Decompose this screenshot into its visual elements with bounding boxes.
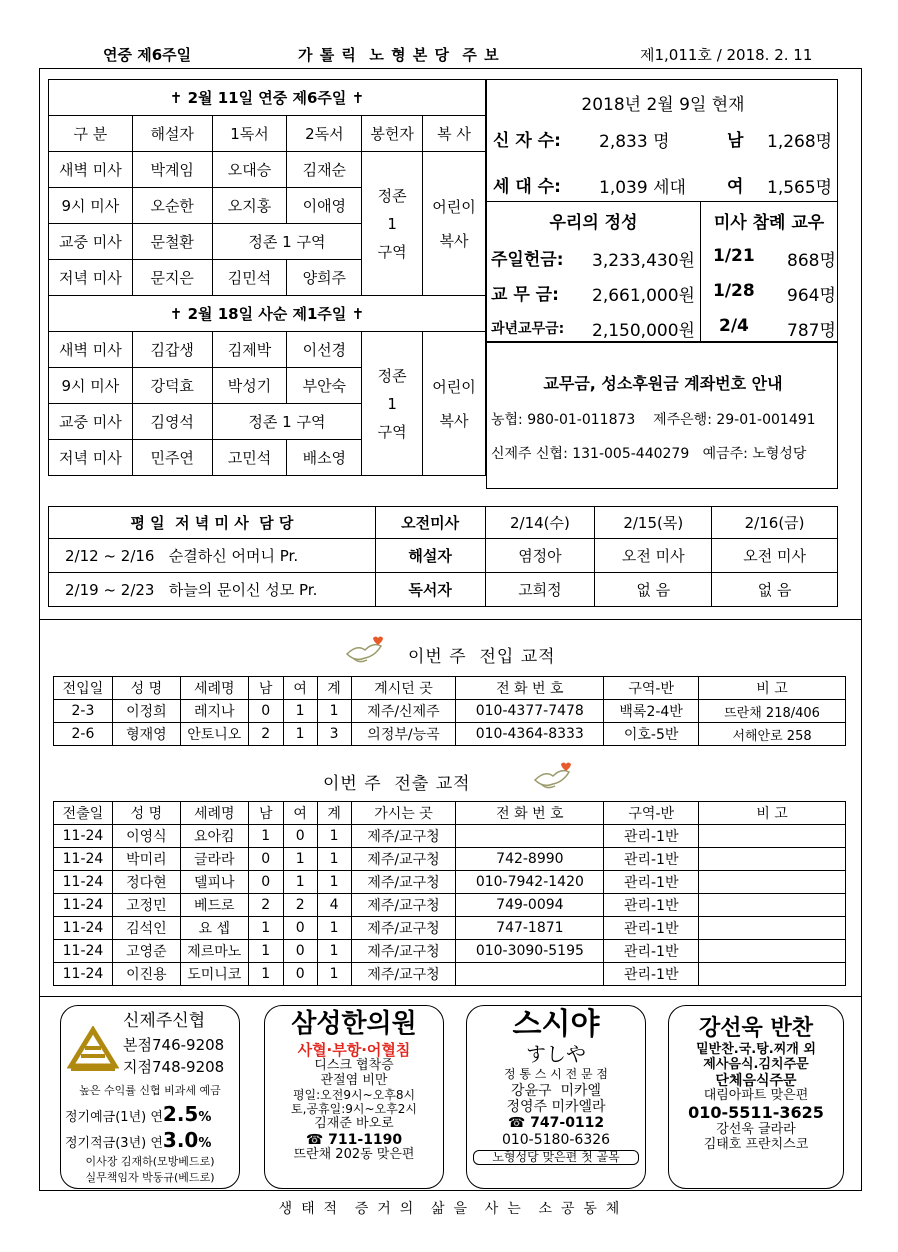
members-label: 신 자 수:	[493, 131, 561, 151]
column-header: 계시던 곳	[351, 677, 456, 700]
attendance-date: 2/4	[719, 316, 749, 336]
table-cell: 이호-5반	[604, 723, 699, 746]
table-cell: 2	[248, 894, 283, 917]
offering-line: 구역	[377, 422, 407, 441]
table-cell: 뜨란채 218/406	[699, 700, 846, 723]
column-header: 구역-반	[604, 802, 699, 825]
transfer-in-table	[53, 676, 846, 746]
table-cell: 양희주	[287, 260, 362, 296]
table-cell: 1	[317, 940, 351, 963]
table-cell: 박계임	[132, 152, 212, 188]
account-line2: 신제주 신협: 131-005-440279 예금주: 노형성당	[491, 446, 807, 462]
ad2-sub: 사혈·부항·어혈침	[297, 1040, 411, 1059]
dove-icon	[531, 760, 573, 794]
table-cell: 배소영	[287, 440, 362, 476]
col-reading1: 1독서	[212, 116, 287, 152]
table-cell: 없 음	[712, 573, 838, 607]
ad2-name: 삼성한의원	[291, 1009, 417, 1039]
col-offering: 봉헌자	[362, 116, 423, 152]
attendance-count: 964명	[787, 286, 836, 306]
offering-line: 1	[387, 214, 397, 233]
table-row	[54, 871, 846, 894]
table-cell	[699, 963, 846, 986]
table-cell	[699, 917, 846, 940]
table-cell: 델피나	[180, 871, 248, 894]
column-header: 가시는 곳	[351, 802, 456, 825]
offering-value: 2,661,000원	[592, 286, 695, 306]
table-cell: 이정희	[112, 700, 180, 723]
offering-label: 교 무 금:	[491, 285, 559, 305]
rate-unit: %	[198, 1110, 212, 1125]
table-cell	[699, 871, 846, 894]
table-cell: 1	[283, 700, 317, 723]
table-cell: 부안숙	[287, 368, 362, 404]
column-header: 계	[317, 677, 351, 700]
table-cell	[699, 940, 846, 963]
ad2-address: 뜨란채 202동 맞은편	[293, 1146, 415, 1162]
weekday-row: 2/19 ~ 2/23 하늘의 문이신 성모 Pr.	[49, 573, 376, 607]
offering-value: 3,233,430원	[592, 251, 695, 271]
table-cell: 2-6	[54, 723, 113, 746]
offering-line: 구역	[377, 242, 407, 261]
table-cell: 0	[283, 963, 317, 986]
table-cell: 010-3090-5195	[456, 940, 604, 963]
rate-unit: %	[198, 1136, 212, 1151]
col-reading2: 2독서	[287, 116, 362, 152]
table-cell: 글라라	[180, 848, 248, 871]
table-cell: 김재순	[287, 152, 362, 188]
table-row	[54, 940, 846, 963]
table-cell: 11-24	[54, 825, 113, 848]
altar-cell	[423, 332, 486, 476]
offering-line: 정존	[377, 186, 407, 205]
table-cell: 백록2-4반	[604, 700, 699, 723]
issue-number: 제1,011호 / 2018. 2. 11	[640, 46, 813, 64]
table-cell	[456, 963, 604, 986]
table-cell: 김민석	[212, 260, 287, 296]
table-cell: 서해안로 258	[699, 723, 846, 746]
ad1-name: 신제주신협	[123, 1011, 206, 1031]
table-cell: 제주/교구청	[351, 825, 456, 848]
table-cell: 관리-1반	[604, 917, 699, 940]
table-cell: 1	[283, 723, 317, 746]
stats-date: 2018년 2월 9일 현재	[581, 95, 745, 115]
divider	[39, 996, 862, 997]
table-cell: 없 음	[595, 573, 712, 607]
table-cell: 1	[317, 848, 351, 871]
table-cell: 0	[283, 917, 317, 940]
column-header: 성 명	[112, 802, 180, 825]
table-cell: 이영식	[112, 825, 180, 848]
table-cell: 관리-1반	[604, 848, 699, 871]
altar-line: 복사	[439, 231, 469, 250]
ad4-line2: 제사음식.김치주문	[703, 1057, 809, 1073]
mass-attendance-title: 미사 참례 교우	[713, 213, 825, 233]
table-cell: 정존 1 구역	[212, 404, 362, 440]
table-cell: 이애영	[287, 188, 362, 224]
transfer-out-table	[53, 801, 846, 986]
credit-union-logo-icon	[67, 1026, 119, 1074]
ad2-line3: 평일:오전9시~오후8시	[292, 1088, 416, 1103]
ad3-name: 스시야	[512, 1007, 600, 1042]
divider	[487, 201, 838, 202]
col-commentator: 해설자	[132, 116, 212, 152]
column-header: 계	[317, 802, 351, 825]
row-label: 9시 미사	[49, 368, 133, 404]
female-label: 여	[727, 177, 744, 197]
table-cell: 이선경	[287, 332, 362, 368]
households-label: 세 대 수:	[493, 177, 561, 197]
table-cell: 11-24	[54, 940, 113, 963]
ad3-line3: 정영주 미카엘라	[506, 1099, 606, 1116]
female-value: 1,565명	[767, 178, 833, 198]
column-header: 세례명	[180, 802, 248, 825]
ad1-rate1	[65, 1103, 211, 1126]
ad1-rate2	[65, 1129, 211, 1152]
rate-label: 정기적금(3년) 연	[65, 1136, 163, 1151]
table-cell: 김석인	[112, 917, 180, 940]
table-cell: 안토니오	[180, 723, 248, 746]
table-cell	[699, 894, 846, 917]
table-cell: 제주/교구청	[351, 940, 456, 963]
table-cell: 11-24	[54, 871, 113, 894]
ad1-person2: 실무책임자 박동규(베드로)	[85, 1171, 215, 1184]
table-cell	[699, 848, 846, 871]
table-cell: 제주/교구청	[351, 871, 456, 894]
table-cell: 베드로	[180, 894, 248, 917]
ad4-line6: 김태호 프란치스코	[703, 1136, 809, 1152]
altar-line: 어린이	[432, 377, 476, 396]
column-header: 전출일	[54, 802, 113, 825]
table-row	[54, 963, 846, 986]
male-value: 1,268명	[767, 132, 833, 152]
table-cell: 1	[283, 848, 317, 871]
table-cell: 박성기	[212, 368, 287, 404]
rate-label: 정기예금(1년) 연	[65, 1110, 163, 1125]
day-header: 2/16(금)	[712, 507, 838, 539]
table-cell: 1	[317, 963, 351, 986]
table-cell: 정존 1 구역	[212, 224, 362, 260]
table-cell: 이진용	[112, 963, 180, 986]
ad4-line1: 밑반찬.국.탕.찌개 외	[696, 1042, 816, 1058]
ad3-phone: ☎ 747-0112	[507, 1115, 605, 1132]
ad-oriental-clinic	[264, 1005, 444, 1189]
table-cell: 0	[248, 848, 283, 871]
table-cell: 1	[317, 917, 351, 940]
ad4-line4: 대림아파트 맞은편	[703, 1088, 809, 1104]
offering-cell	[362, 152, 423, 296]
table-cell: 오대승	[212, 152, 287, 188]
ad1-desc: 높은 수익률 신협 비과세 예금	[79, 1084, 221, 1097]
column-header: 구역-반	[604, 677, 699, 700]
mass-schedule-table	[48, 79, 486, 476]
weekday-mass-table	[48, 506, 838, 607]
ad4-line3: 단체음식주문	[715, 1073, 797, 1090]
offering-line: 정존	[377, 366, 407, 385]
table-cell: 관리-1반	[604, 871, 699, 894]
day-header: 2/14(수)	[485, 507, 595, 539]
ad3-line1: 정 통 스 시 전 문 점	[503, 1066, 609, 1081]
table-cell: 오전 미사	[712, 539, 838, 573]
table-cell: 2-3	[54, 700, 113, 723]
attendance-date: 1/21	[713, 246, 755, 266]
rate-value: 3.0	[162, 1128, 199, 1152]
offering-line: 1	[387, 394, 397, 413]
ad2-line2: 관절염 비만	[320, 1073, 388, 1089]
table-cell: 749-0094	[456, 894, 604, 917]
table-cell: 제주/교구청	[351, 917, 456, 940]
table-cell: 민주연	[132, 440, 212, 476]
table-row	[54, 825, 846, 848]
ad-credit-union	[60, 1005, 240, 1189]
ad4-phone: 010-5511-3625	[688, 1103, 824, 1123]
table-cell: 제주/교구청	[351, 894, 456, 917]
table-cell: 고희정	[485, 573, 595, 607]
schedule2-title: ✝ 2월 18일 사순 제1주일 ✝	[49, 296, 486, 332]
table-cell: 11-24	[54, 848, 113, 871]
table-cell: 관리-1반	[604, 963, 699, 986]
dove-icon	[343, 634, 385, 668]
table-row	[54, 700, 846, 723]
column-header: 전 화 번 호	[456, 677, 604, 700]
weekday-row: 2/12 ~ 2/16 순결하신 어머니 Pr.	[49, 539, 376, 573]
ad2-line1: 디스크 협착증	[314, 1058, 394, 1074]
row-label: 새벽 미사	[49, 332, 133, 368]
transfer-out-title: 이번 주 전출 교적	[323, 774, 471, 794]
bulletin-title: 가 톨 릭 노 형 본 당 주 보	[298, 46, 500, 64]
table-cell: 의정부/능곡	[351, 723, 456, 746]
account-panel	[486, 342, 838, 489]
ad3-phone2: 010-5180-6326	[501, 1131, 611, 1148]
table-cell: 오전 미사	[595, 539, 712, 573]
table-cell: 도미니코	[180, 963, 248, 986]
morning-mass-title: 오전미사	[375, 507, 485, 539]
col-altar: 복 사	[423, 116, 486, 152]
column-header: 비 고	[699, 677, 846, 700]
ad3-line2: 강윤구 미카엘	[510, 1083, 602, 1100]
altar-cell	[423, 152, 486, 296]
offering-title: 우리의 정성	[549, 213, 638, 233]
table-cell: 박미리	[112, 848, 180, 871]
table-cell: 강덕효	[132, 368, 212, 404]
row-label: 교중 미사	[49, 404, 133, 440]
table-cell: 고영준	[112, 940, 180, 963]
ad2-line5: 김재준 바오로	[314, 1115, 394, 1131]
table-row	[54, 848, 846, 871]
ad3-japanese: すしや	[526, 1041, 586, 1066]
offering-cell	[362, 332, 423, 476]
table-cell: 1	[317, 871, 351, 894]
table-cell: 정다현	[112, 871, 180, 894]
table-row	[54, 723, 846, 746]
column-header: 전 화 번 호	[456, 802, 604, 825]
row-label: 9시 미사	[49, 188, 133, 224]
table-cell: 0	[283, 940, 317, 963]
table-cell: 고민석	[212, 440, 287, 476]
ad3-address: 노형성당 맞은편 첫 골목	[473, 1150, 639, 1166]
column-header: 남	[248, 677, 283, 700]
male-label: 남	[727, 131, 744, 151]
table-cell: 2	[283, 894, 317, 917]
table-cell: 제주/교구청	[351, 848, 456, 871]
attendance-date: 1/28	[713, 281, 755, 301]
rate-value: 2.5	[162, 1102, 199, 1126]
offering-label: 주일헌금:	[491, 250, 564, 270]
table-cell: 김제박	[212, 332, 287, 368]
table-cell: 문철환	[132, 224, 212, 260]
altar-line: 복사	[439, 411, 469, 430]
table-cell: 제주/교구청	[351, 963, 456, 986]
row-label: 저녁 미사	[49, 260, 133, 296]
day-header: 2/15(목)	[595, 507, 712, 539]
divider	[39, 619, 862, 620]
role-label: 독서자	[375, 573, 485, 607]
table-cell: 0	[283, 825, 317, 848]
attendance-count: 787명	[787, 321, 836, 341]
table-cell: 요아킴	[180, 825, 248, 848]
table-cell: 1	[248, 917, 283, 940]
table-cell: 1	[248, 963, 283, 986]
transfer-out-rows	[54, 825, 846, 986]
table-cell: 고정민	[112, 894, 180, 917]
table-cell: 요 셉	[180, 917, 248, 940]
table-cell: 관리-1반	[604, 940, 699, 963]
table-cell: 1	[317, 700, 351, 723]
table-cell: 관리-1반	[604, 825, 699, 848]
row-label: 새벽 미사	[49, 152, 133, 188]
table-cell: 4	[317, 894, 351, 917]
schedule1-title: ✝ 2월 11일 연중 제6주일 ✝	[49, 80, 486, 116]
account-title: 교무금, 성소후원금 계좌번호 안내	[543, 374, 783, 393]
table-cell: 010-4377-7478	[456, 700, 604, 723]
table-cell: 1	[283, 871, 317, 894]
table-cell: 김갑생	[132, 332, 212, 368]
table-cell: 제르마노	[180, 940, 248, 963]
weekday-title: 평 일 저 녁 미 사 담 당	[49, 507, 376, 539]
account-line1: 농협: 980-01-011873 제주은행: 29-01-001491	[491, 412, 816, 428]
table-cell	[456, 825, 604, 848]
column-header: 여	[283, 802, 317, 825]
table-cell: 3	[317, 723, 351, 746]
offering-value: 2,150,000원	[592, 321, 695, 341]
ad2-line4: 토,공휴일:9시~오후2시	[291, 1101, 417, 1116]
week-label: 연중 제6주일	[103, 46, 192, 64]
offering-label: 과년교무금:	[491, 321, 565, 337]
column-header: 성 명	[112, 677, 180, 700]
ad-side-dishes	[668, 1005, 844, 1189]
table-cell: 1	[248, 940, 283, 963]
table-cell: 관리-1반	[604, 894, 699, 917]
table-cell: 010-4364-8333	[456, 723, 604, 746]
members-value: 2,833 명	[599, 132, 670, 152]
column-header: 전입일	[54, 677, 113, 700]
table-cell: 염정아	[485, 539, 595, 573]
footer-motto: 생 태 적 증 거 의 삶 을 사 는 소 공 동 체	[278, 1201, 620, 1217]
ad1-branch1: 본점746-9208	[123, 1036, 225, 1054]
altar-line: 어린이	[432, 197, 476, 216]
table-cell: 제주/신제주	[351, 700, 456, 723]
table-cell: 0	[248, 700, 283, 723]
table-row	[54, 894, 846, 917]
table-cell: 1	[317, 825, 351, 848]
column-header: 세례명	[180, 677, 248, 700]
table-row	[54, 917, 846, 940]
ad-sushi	[466, 1005, 646, 1189]
table-cell: 747-1871	[456, 917, 604, 940]
attendance-count: 868명	[787, 251, 836, 271]
ad1-branch2: 지점748-9208	[123, 1058, 225, 1076]
ad4-name: 강선욱 반찬	[699, 1016, 813, 1041]
column-header: 여	[283, 677, 317, 700]
table-cell: 11-24	[54, 963, 113, 986]
stats-panel	[486, 79, 838, 342]
table-cell: 742-8990	[456, 848, 604, 871]
table-cell: 1	[248, 825, 283, 848]
households-value: 1,039 세대	[599, 178, 686, 198]
table-cell: 010-7942-1420	[456, 871, 604, 894]
ad1-person1: 이사장 김재하(모방베드로)	[85, 1155, 215, 1168]
row-label: 교중 미사	[49, 224, 133, 260]
table-cell: 김영석	[132, 404, 212, 440]
column-header: 비 고	[699, 802, 846, 825]
table-cell	[699, 825, 846, 848]
table-cell: 0	[248, 871, 283, 894]
row-label: 저녁 미사	[49, 440, 133, 476]
table-cell: 오순한	[132, 188, 212, 224]
table-cell: 11-24	[54, 917, 113, 940]
ad2-phone: ☎ 711-1190	[305, 1131, 403, 1148]
table-cell: 2	[248, 723, 283, 746]
transfer-in-title: 이번 주 전입 교적	[408, 647, 556, 667]
table-cell: 문지은	[132, 260, 212, 296]
table-cell: 11-24	[54, 894, 113, 917]
ad4-line5: 강선욱 글라라	[716, 1121, 796, 1137]
column-header: 남	[248, 802, 283, 825]
col-category: 구 분	[49, 116, 133, 152]
role-label: 해설자	[375, 539, 485, 573]
table-cell: 형재영	[112, 723, 180, 746]
table-cell: 오지홍	[212, 188, 287, 224]
table-cell: 레지나	[180, 700, 248, 723]
